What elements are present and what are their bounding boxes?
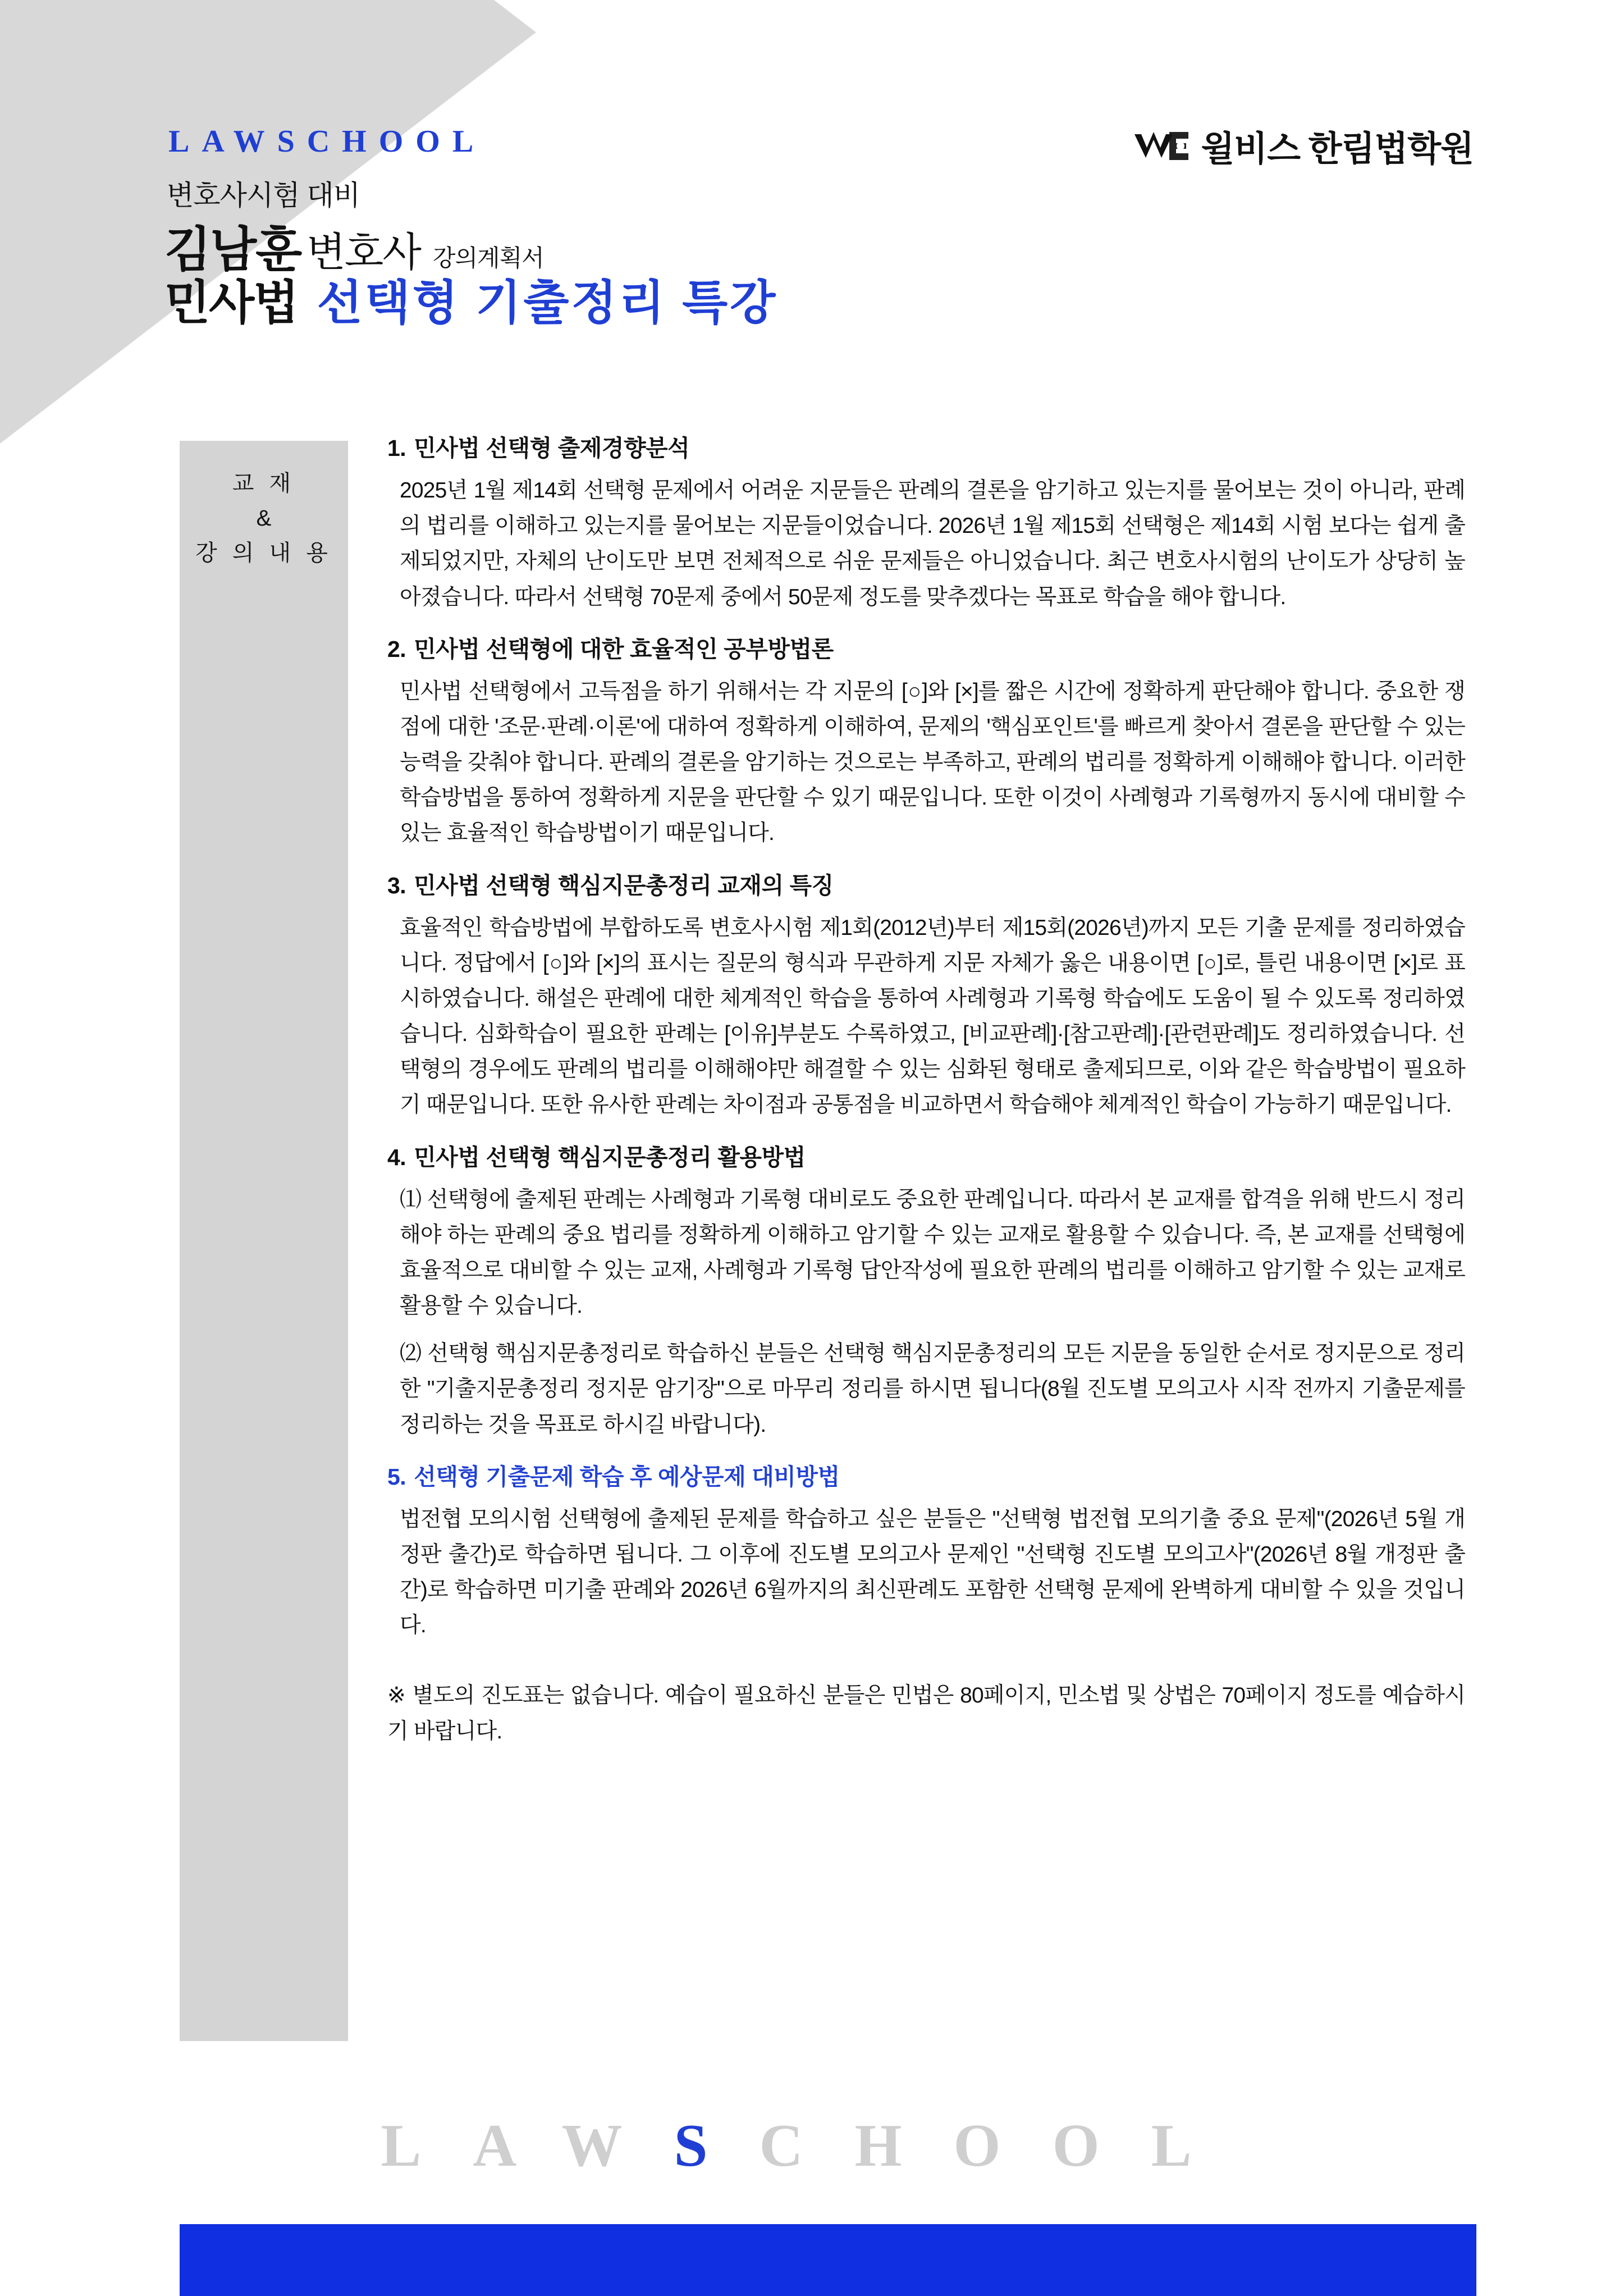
course-line [164,265,777,333]
section-title-3: 민사법 선택형 핵심지문총정리 교재의 특징 [414,872,834,898]
lawschool-wordmark: LAWSCHOOL [168,124,486,159]
section-paragraph-1-1: 2025년 1월 제14회 선택형 문제에서 어려운 지문들은 판례의 결론을 암기하고 있는지를 물어보는 것이 아니라, 판례의 법리를 이해하고 있는지를 물어보는 지문들이었습니다. 2026년 1월 제15회 선택형은 제14회 시험 보다는 쉽게 출제되었지만, 자체의 난이도만 보면 전체적으로 쉬운 문제들은 아니었습니다. 최근 변호사시험의 난이도가 상당히 높아졌습니다. 따라서 선택형 70문제 중에서 50문제 정도를 맞추겠다는 목표로 학습을 해야 합니다. [400,478,1465,609]
section-heading-4 [387,1139,1465,1172]
sidebar-label-line-1: 교 재 [232,471,296,496]
footer-color-bar [180,2224,1476,2296]
exam-prep-label: 변호사시험 대비 [167,180,360,211]
footnote-text: ※ 별도의 진도표는 없습니다. 예습이 필요하신 분들은 민법은 80페이지, 민소법 및 상법은 70페이지 정도를 예습하시기 바랍니다. [387,1683,1465,1743]
lawschool-watermark [0,2111,1624,2181]
section-paragraph-5-1: 법전협 모의시험 선택형에 출제된 문제를 학습하고 싶은 분들은 "선택형 법전협 모의기출 중요 문제"(2026년 5월 개정판 출간)로 학습하면 됩니다. 그 이후에 진도별 모의고사 문제인 "선택형 진도별 모의고사"(2026년 8월 개정판 출간)로 학습하면 미기출 판례와 2026년 6월까지의 최신판례도 포함한 선택형 문제에 완벽하게 대비할 수 있을 것입니다. [400,1507,1465,1638]
section-number-2: 2. [387,636,406,662]
watermark-letter-6: O [953,2112,1053,2179]
section-paragraph-4-2: ⑵ 선택형 핵심지문총정리로 학습하신 분들은 선택형 핵심지문총정리의 모든 지문을 동일한 순서로 정지문으로 정리한 "기출지문총정리 정지문 암기장"으로 마무리 정리를 하시면 됩니다(8월 진도별 모의고사 시작 전까지 기출문제를 정리하는 것을 목표로 하시길 바랍니다). [400,1341,1466,1437]
watermark-letter-7: O [1052,2112,1151,2179]
sidebar-label-box [180,441,348,2041]
watermark-letter-3: S [674,2112,760,2179]
section-title-4: 민사법 선택형 핵심지문총정리 활용방법 [414,1144,806,1170]
section-paragraph-3-1: 효율적인 학습방법에 부합하도록 변호사시험 제1회(2012년)부터 제15회(2026년)까지 모든 기출 문제를 정리하였습니다. 정답에서 [○]와 [×]의 표시는 질문의 형식과 무관하게 지문 자체가 옳은 내용이면 [○]로, 틀린 내용이면 [×]로 표시하였습니다. 해설은 판례에 대한 체계적인 학습을 통하여 사례형과 기록형 학습에도 도움이 될 수 있도록 정리하였습니다. 심화학습이 필요한 판례는 [이유]부분도 수록하였고, [비교판례]·[참고판례]·[관련판례]도 정리하였습니다. 선택형의 경우에도 판례의 법리를 이해해야만 해결할 수 있는 심화된 형태로 출제되므로, 이와 같은 학습방법이 필요하기 때문입니다. 또한 유사한 판례는 차이점과 공통점을 비교하면서 학습해야 체계적인 학습이 가능하기 때문입니다. [400,915,1465,1117]
watermark-letter-0: L [381,2112,473,2179]
course-title: 선택형 기출정리 특강 [317,276,778,329]
section-heading-3 [387,867,1465,900]
lecturer-name: 김남훈 [164,223,301,277]
brand-name [1201,121,1474,171]
brand-name-second: 한림법학원 [1308,130,1474,168]
brand-logo [1132,121,1474,171]
sidebar-label-line-3: 강 의 내 용 [195,541,332,565]
section-paragraph-4-1: ⑴ 선택형에 출제된 판례는 사례형과 기록형 대비로도 중요한 판례입니다. 따라서 본 교재를 합격을 위해 반드시 정리해야 하는 판례의 중요 법리를 정확하게 이해하고 암기할 수 있는 교재로 활용할 수 있습니다. 즉, 본 교재를 선택형에 효율적으로 대비할 수 있는 교재, 사례형과 기록형 답안작성에 필요한 판례의 법리를 이해하고 암기할 수 있는 교재로 활용할 수 있습니다. [400,1187,1465,1318]
section-title-5: 선택형 기출문제 학습 후 예상문제 대비방법 [414,1463,840,1490]
section-number-3: 3. [387,872,406,898]
course-subject: 민사법 [164,276,298,329]
section-number-4: 4. [387,1144,406,1170]
decorative-wedge-notch [494,0,640,112]
watermark-letter-1: A [473,2112,562,2179]
main-content [387,430,1465,1749]
section-title-2: 민사법 선택형에 대한 효율적인 공부방법론 [414,636,834,662]
section-heading-5 [387,1458,1465,1491]
lecture-plan-label: 강의계획서 [432,245,544,271]
section-number-5: 5. [387,1463,406,1490]
section-heading-1 [387,430,1465,463]
section-heading-2 [387,631,1465,664]
section-title-1: 민사법 선택형 출제경향분석 [414,435,690,461]
watermark-letter-4: C [759,2112,855,2179]
willbes-mark-icon [1132,127,1191,165]
watermark-letter-2: W [561,2112,674,2179]
lecturer-role: 변호사 [306,230,420,275]
section-number-1: 1. [387,435,406,461]
watermark-letter-8: L [1151,2112,1243,2179]
section-paragraph-2-1: 민사법 선택형에서 고득점을 하기 위해서는 각 지문의 [○]와 [×]를 짧은 시간에 정확하게 판단해야 합니다. 중요한 쟁점에 대한 '조문·판례·이론'에 대하여 정확하게 이해하여, 문제의 '핵심포인트'를 빠르게 찾아서 결론을 판단할 수 있는 능력을 갖춰야 합니다. 판례의 결론을 암기하는 것으로는 부족하고, 판례의 법리를 정확하게 이해해야 합니다. 이러한 학습방법을 통하여 정확하게 지문을 판단할 수 있기 때문입니다. 또한 이것이 사례형과 기록형까지 동시에 대비할 수 있는 효율적인 학습방법이기 때문입니다. [400,679,1465,846]
watermark-letter-5: H [854,2112,954,2179]
brand-name-first: 윌비스 [1201,130,1301,168]
sidebar-label-line-2: & [256,506,272,531]
